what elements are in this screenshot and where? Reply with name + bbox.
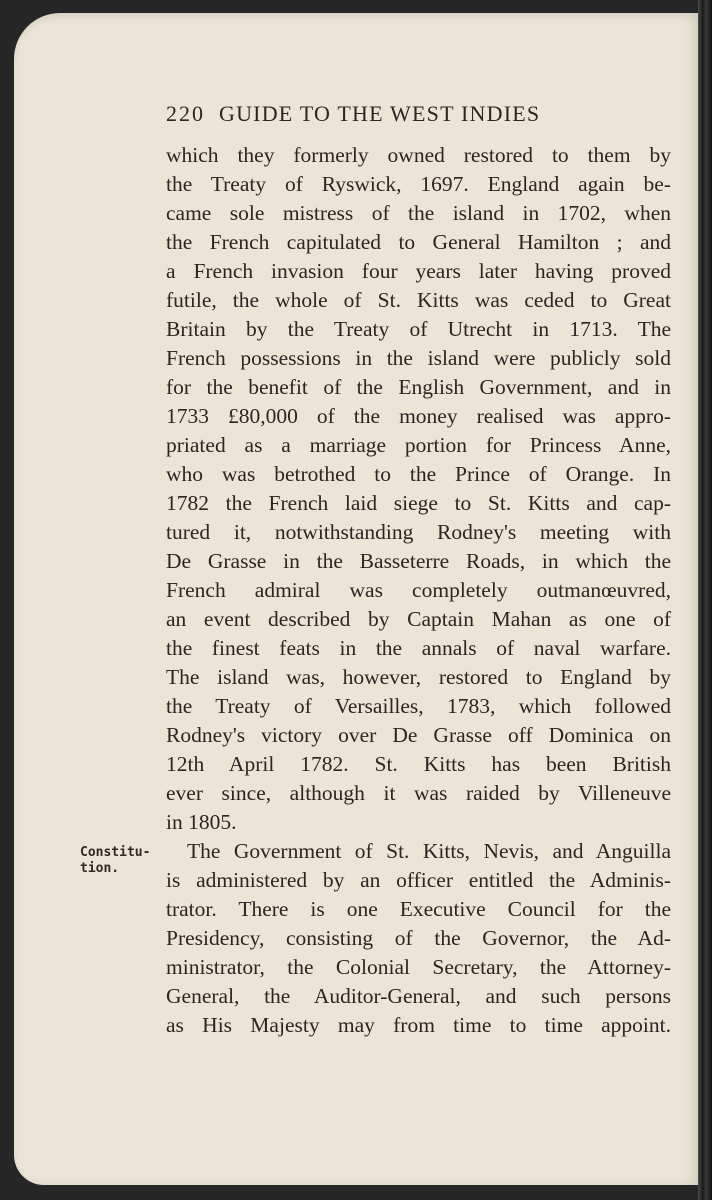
text-line: French possessions in the island were publicly sold [166, 346, 671, 370]
text-line: Presidency, consisting of the Governor, the Ad- [166, 926, 671, 950]
text-line: came sole mistress of the island in 1702, when [166, 201, 671, 225]
text-line: French admiral was completely outmanœuvred, [166, 578, 671, 602]
running-title: GUIDE TO THE WEST INDIES [219, 101, 541, 126]
text-line: The island was, however, restored to England by [166, 665, 671, 689]
text-line: the French capitulated to General Hamilton ; and [166, 230, 671, 254]
running-head [166, 101, 666, 127]
text-line: futile, the whole of St. Kitts was ceded to Great [166, 288, 671, 312]
text-line: the Treaty of Ryswick, 1697. England again be- [166, 172, 671, 196]
text-line: 12th April 1782. St. Kitts has been British [166, 752, 671, 776]
text-line: is administered by an officer entitled the Adminis- [166, 868, 671, 892]
text-line: the finest feats in the annals of naval warfare. [166, 636, 671, 660]
book-page [14, 13, 698, 1185]
text-line: tured it, notwithstanding Rodney's meeting with [166, 520, 671, 544]
page-number: 220 [166, 101, 205, 126]
text-line: trator. There is one Executive Council for the [166, 897, 671, 921]
text-line: De Grasse in the Basseterre Roads, in which the [166, 549, 671, 573]
text-line: an event described by Captain Mahan as one of [166, 607, 671, 631]
text-line: Rodney's victory over De Grasse off Dominica on [166, 723, 671, 747]
text-line: ever since, although it was raided by Villeneuve [166, 781, 671, 805]
text-line: The Government of St. Kitts, Nevis, and Anguilla [187, 839, 671, 863]
text-line: ministrator, the Colonial Secretary, the Attorney- [166, 955, 671, 979]
margin-note [80, 845, 170, 877]
text-line: 1782 the French laid siege to St. Kitts and cap- [166, 491, 671, 515]
text-line: Britain by the Treaty of Utrecht in 1713. The [166, 317, 671, 341]
text-line: which they formerly owned restored to them by [166, 143, 671, 167]
text-line: for the benefit of the English Government, and in [166, 375, 671, 399]
text-line: priated as a marriage portion for Princess Anne, [166, 433, 671, 457]
text-line: who was betrothed to the Prince of Orange. In [166, 462, 671, 486]
margin-note-line: tion. [80, 861, 120, 876]
book-spine [698, 0, 712, 1200]
text-line: a French invasion four years later having proved [166, 259, 671, 283]
margin-note-line: Constitu- [80, 845, 151, 860]
text-line: as His Majesty may from time to time appoint. [166, 1013, 671, 1037]
body-text [166, 141, 671, 1040]
text-line: the Treaty of Versailles, 1783, which followed [166, 694, 671, 718]
text-line: General, the Auditor-General, and such persons [166, 984, 671, 1008]
text-line: in 1805. [166, 810, 237, 834]
text-line: 1733 £80,000 of the money realised was appro- [166, 404, 671, 428]
